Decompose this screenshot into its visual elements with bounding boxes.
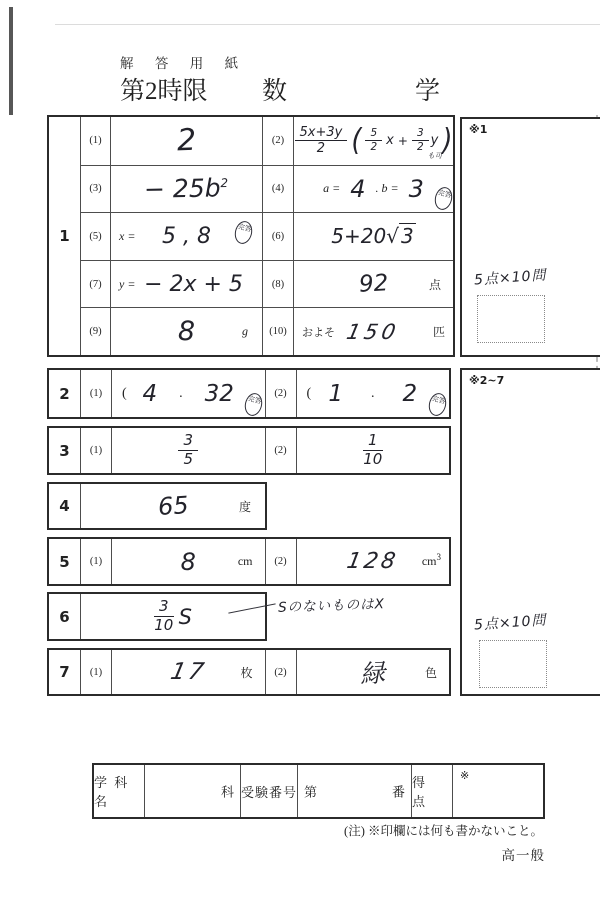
candidate-info-table bbox=[92, 763, 545, 819]
side-box-q2-7-points-note: 5点×10問 bbox=[473, 612, 547, 634]
side-box-q2-7 bbox=[460, 368, 600, 696]
q1-2-label: (2) bbox=[262, 117, 293, 165]
question-6-number: 6 bbox=[59, 607, 70, 626]
q1-10-answer: およそ 150 匹 bbox=[293, 307, 453, 355]
q2-2-complete-mark: 完答 bbox=[426, 391, 448, 417]
q1-5-complete-mark: 完答 bbox=[232, 219, 254, 245]
q1-6-answer: 5+20√ 3 bbox=[293, 212, 453, 260]
side-box-q1 bbox=[460, 117, 600, 357]
q7-2-answer: 緑 色 bbox=[296, 650, 450, 694]
q5-1-answer: 8 cm bbox=[111, 539, 265, 584]
side-box-q1-label: ※1 bbox=[469, 123, 488, 136]
q3-1-label: (1) bbox=[80, 428, 111, 473]
q1-6-label: (6) bbox=[262, 212, 293, 260]
question-7-number: 7 bbox=[59, 663, 70, 681]
sheet-title-period: 第2時限 bbox=[120, 78, 208, 105]
question-5-row bbox=[47, 537, 451, 586]
q2-2-label: (2) bbox=[265, 370, 296, 417]
scan-left-edge-mark bbox=[9, 7, 13, 115]
q4-answer: 65 度 bbox=[80, 484, 265, 528]
question-7-row bbox=[47, 648, 451, 696]
q6-answer: $\frac{3}{10}$ S bbox=[80, 594, 265, 639]
q2-2-answer: ( 1 . 2 完答 bbox=[296, 370, 450, 417]
footer-corner-label: 高一般 bbox=[501, 848, 545, 863]
sheet-subtitle: 解 答 用 紙 bbox=[120, 56, 248, 71]
q1-4-answer: a = 4 . b = 3 完答 bbox=[293, 165, 453, 213]
q1-1-label: (1) bbox=[80, 117, 110, 165]
q1-1-answer: 2 bbox=[110, 117, 262, 165]
q3-2-answer: $\frac{1}{10}$ bbox=[296, 428, 450, 473]
question-5-number: 5 bbox=[59, 552, 70, 571]
q5-2-label: (2) bbox=[265, 539, 296, 584]
question-4-number: 4 bbox=[59, 497, 70, 515]
exam-number-field: 第 番 bbox=[297, 765, 411, 817]
q5-1-label: (1) bbox=[80, 539, 111, 584]
q1-8-label: (8) bbox=[262, 260, 293, 308]
q1-5-label: (5) bbox=[80, 212, 110, 260]
q7-1-answer: 17 枚 bbox=[111, 650, 265, 694]
dept-name-field: 科 bbox=[144, 765, 240, 817]
score-label: 得 点 bbox=[411, 765, 452, 817]
scan-top-edge-line bbox=[55, 24, 600, 25]
q1-7-answer: y = − 2x + 5 bbox=[110, 260, 262, 308]
q1-4-complete-mark: 完答 bbox=[432, 185, 454, 211]
q3-2-label: (2) bbox=[265, 428, 296, 473]
exam-number-label: 受験番号 bbox=[240, 765, 297, 817]
q1-8-answer: 92 点 bbox=[293, 260, 453, 308]
footer-note: (注) ※印欄には何も書かないこと。 bbox=[344, 824, 543, 838]
q1-9-label: (9) bbox=[80, 307, 110, 355]
q1-10-label: (10) bbox=[262, 307, 293, 355]
side-box-q1-score-cell bbox=[477, 295, 545, 343]
q7-1-label: (1) bbox=[80, 650, 111, 694]
question-1-table bbox=[47, 115, 455, 357]
q7-2-label: (2) bbox=[265, 650, 296, 694]
sheet-title-subject-1: 数 bbox=[262, 78, 288, 105]
side-box-q1-points-note: 5点×10問 bbox=[473, 267, 547, 289]
q1-2-answer: $\frac{5x+3y}{2}$ ( $\frac{5}{2}$ x + $\frac{3}{2}$ y も可 ) bbox=[293, 117, 453, 165]
question-1-number: 1 bbox=[59, 226, 70, 245]
q3-1-answer: $\frac{3}{5}$ bbox=[111, 428, 265, 473]
dept-name-label: 学 科 名 bbox=[94, 775, 130, 809]
score-star-field: ※ bbox=[452, 765, 543, 817]
q1-4-label: (4) bbox=[262, 165, 293, 213]
question-6-row bbox=[47, 592, 267, 641]
q6-annotation-text: SのないものはX bbox=[277, 596, 386, 616]
q1-7-label: (7) bbox=[80, 260, 110, 308]
question-4-row bbox=[47, 482, 267, 530]
question-3-row bbox=[47, 426, 451, 475]
question-3-number: 3 bbox=[59, 441, 70, 460]
q2-1-label: (1) bbox=[80, 370, 111, 417]
q1-5-answer: x = 5 , 8 完答 bbox=[110, 212, 262, 260]
q1-2-also-ok-note: も可 bbox=[427, 151, 443, 161]
q1-3-answer: − $25b^2$ bbox=[110, 165, 262, 213]
side-box-q2-7-score-cell bbox=[479, 640, 547, 688]
q5-2-answer: 128 $cm^3$ bbox=[296, 539, 450, 584]
sheet-title-subject-2: 学 bbox=[415, 78, 441, 105]
q1-3-label: (3) bbox=[80, 165, 110, 213]
q1-9-answer: 8 g bbox=[110, 307, 262, 355]
q2-1-answer: ( 4 . 32 完答 bbox=[111, 370, 265, 417]
question-2-row bbox=[47, 368, 451, 419]
q2-1-complete-mark: 完答 bbox=[242, 391, 264, 417]
question-2-number: 2 bbox=[59, 384, 70, 403]
side-box-q2-7-label: ※2~7 bbox=[469, 374, 505, 387]
